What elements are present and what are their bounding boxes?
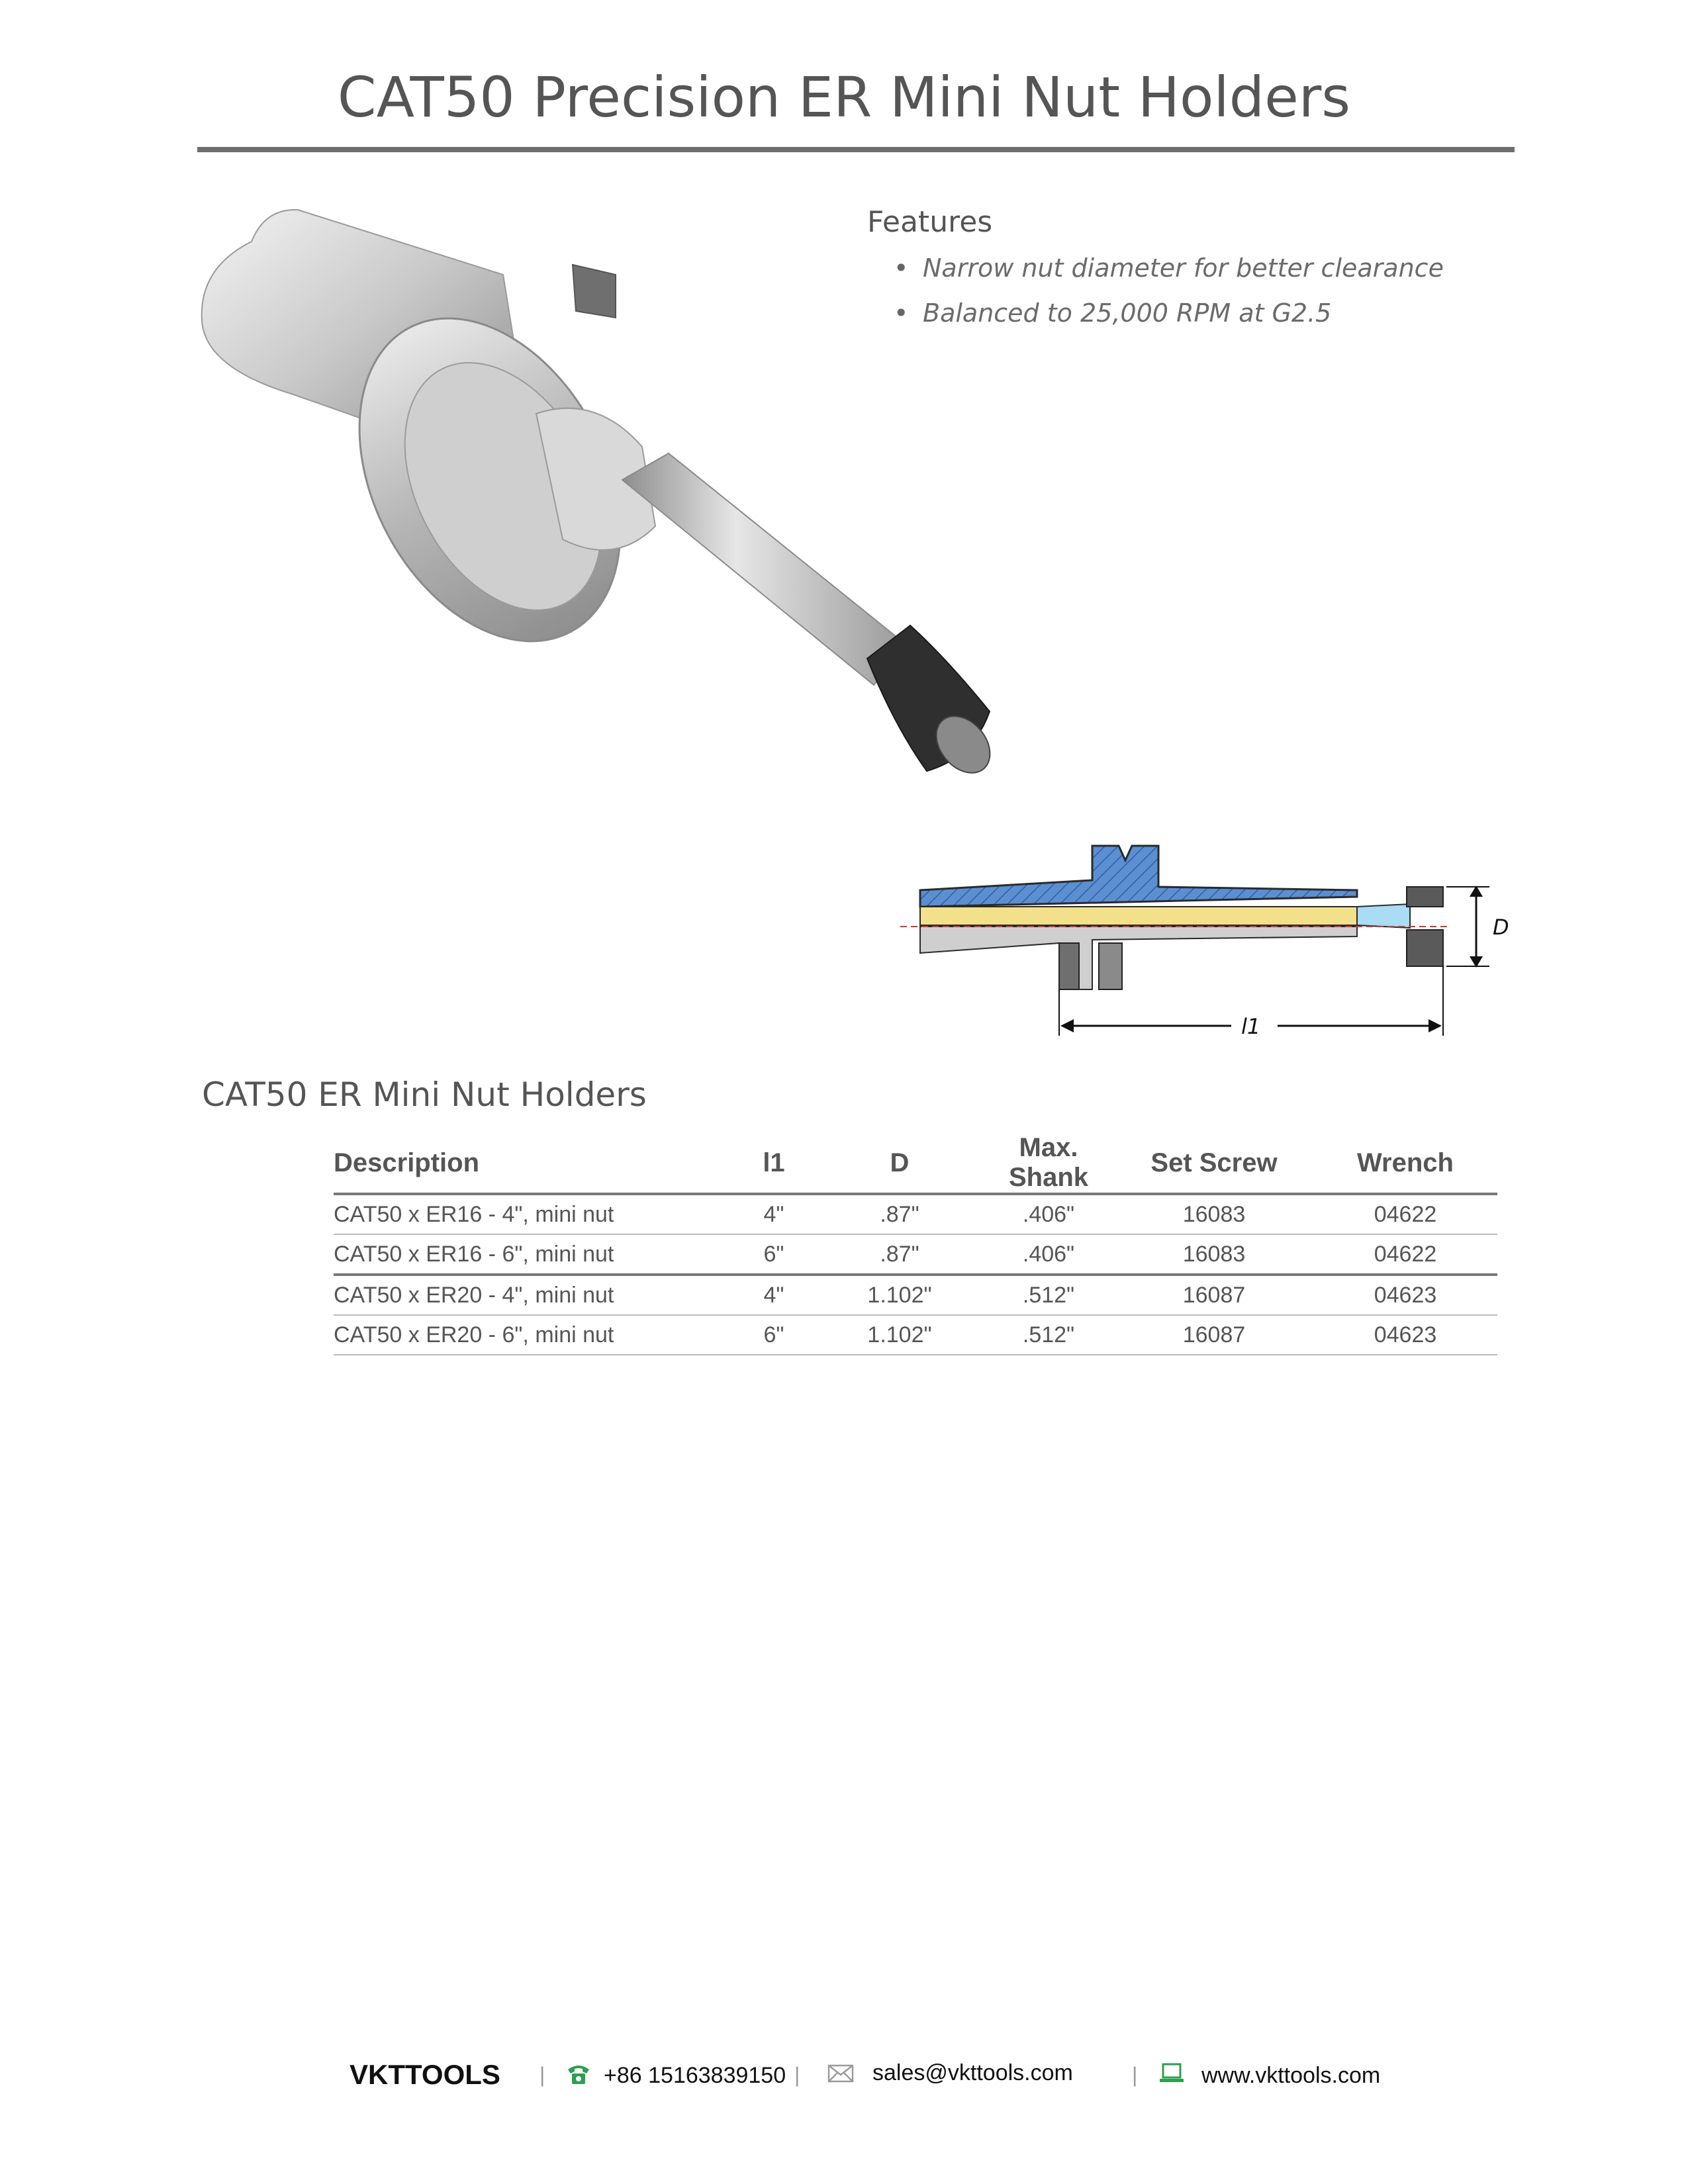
cell-description: CAT50 x ER16 - 6", mini nut xyxy=(334,1234,731,1275)
cell-l1: 6" xyxy=(731,1234,817,1275)
cell-set-screw: 16087 xyxy=(1115,1275,1313,1315)
column-header-wrench: Wrench xyxy=(1313,1133,1497,1194)
nut-section-shape xyxy=(1407,887,1443,907)
phone-icon xyxy=(564,2059,593,2088)
drive-key-shape xyxy=(573,265,616,318)
footer-brand: VKTTOOLS xyxy=(350,2059,500,2090)
footer-separator: | xyxy=(794,2063,800,2087)
cell-d: 1.102" xyxy=(817,1275,982,1315)
cell-wrench: 04623 xyxy=(1313,1275,1497,1315)
cell-set-screw: 16083 xyxy=(1115,1234,1313,1275)
table-row xyxy=(334,1275,1497,1315)
bullet-icon: • xyxy=(894,298,909,328)
cell-l1: 4" xyxy=(731,1275,817,1315)
column-header-d: D xyxy=(817,1133,982,1194)
table-section-title: CAT50 ER Mini Nut Holders xyxy=(202,1075,647,1114)
cell-max-shank: .406" xyxy=(982,1234,1115,1275)
cell-max-shank: .512" xyxy=(982,1315,1115,1355)
cell-max-shank: .512" xyxy=(982,1275,1115,1315)
table-row xyxy=(334,1194,1497,1234)
column-header-description: Description xyxy=(334,1133,731,1194)
cell-l1: 4" xyxy=(731,1194,817,1234)
feature-item xyxy=(894,246,1529,291)
footer-website-link[interactable]: www.vkttools.com xyxy=(1201,2063,1381,2088)
feature-text: Balanced to 25,000 RPM at G2.5 xyxy=(923,298,1332,328)
footer xyxy=(0,2055,1688,2101)
title-divider xyxy=(197,147,1515,152)
table-row xyxy=(334,1234,1497,1275)
laptop-icon xyxy=(1157,2059,1186,2088)
column-header-l1: l1 xyxy=(731,1133,817,1194)
footer-email-link[interactable]: sales@vkttools.com xyxy=(872,2060,1073,2085)
page-title: CAT50 Precision ER Mini Nut Holders xyxy=(337,65,1351,130)
feature-text: Narrow nut diameter for better clearance xyxy=(923,253,1444,283)
footer-phone-link[interactable]: +86 15163839150 xyxy=(604,2063,786,2088)
table-header-row xyxy=(334,1133,1497,1194)
cell-description: CAT50 x ER20 - 4", mini nut xyxy=(334,1275,731,1315)
cell-d: .87" xyxy=(817,1234,982,1275)
column-header-max-shank: Max. Shank xyxy=(982,1133,1115,1194)
cell-set-screw: 16087 xyxy=(1115,1315,1313,1355)
dimension-d-label: D xyxy=(1493,915,1509,940)
cell-d: 1.102" xyxy=(817,1315,982,1355)
specs-table xyxy=(334,1133,1497,1355)
cell-wrench: 04622 xyxy=(1313,1194,1497,1234)
dimension-l1-label: l1 xyxy=(1241,1014,1261,1039)
cell-set-screw: 16083 xyxy=(1115,1194,1313,1234)
feature-item xyxy=(894,291,1529,336)
table-row xyxy=(334,1315,1497,1355)
cross-section-diagram xyxy=(894,834,1523,1046)
shank-shape xyxy=(622,453,907,685)
cell-max-shank: .406" xyxy=(982,1194,1115,1234)
cell-description: CAT50 x ER16 - 4", mini nut xyxy=(334,1194,731,1234)
envelope-icon xyxy=(826,2059,855,2088)
cell-wrench: 04623 xyxy=(1313,1315,1497,1355)
cell-d: .87" xyxy=(817,1194,982,1234)
cell-wrench: 04622 xyxy=(1313,1234,1497,1275)
footer-separator: | xyxy=(1132,2063,1138,2087)
cell-description: CAT50 x ER20 - 6", mini nut xyxy=(334,1315,731,1355)
collet-shape xyxy=(920,907,1357,925)
footer-separator: | xyxy=(539,2063,545,2087)
features-heading: Features xyxy=(867,205,993,239)
features-section xyxy=(867,205,1529,336)
column-header-set-screw: Set Screw xyxy=(1115,1133,1313,1194)
cell-l1: 6" xyxy=(731,1315,817,1355)
body-section-shape xyxy=(920,846,1357,907)
bullet-icon: • xyxy=(894,253,909,283)
features-list xyxy=(867,246,1529,336)
